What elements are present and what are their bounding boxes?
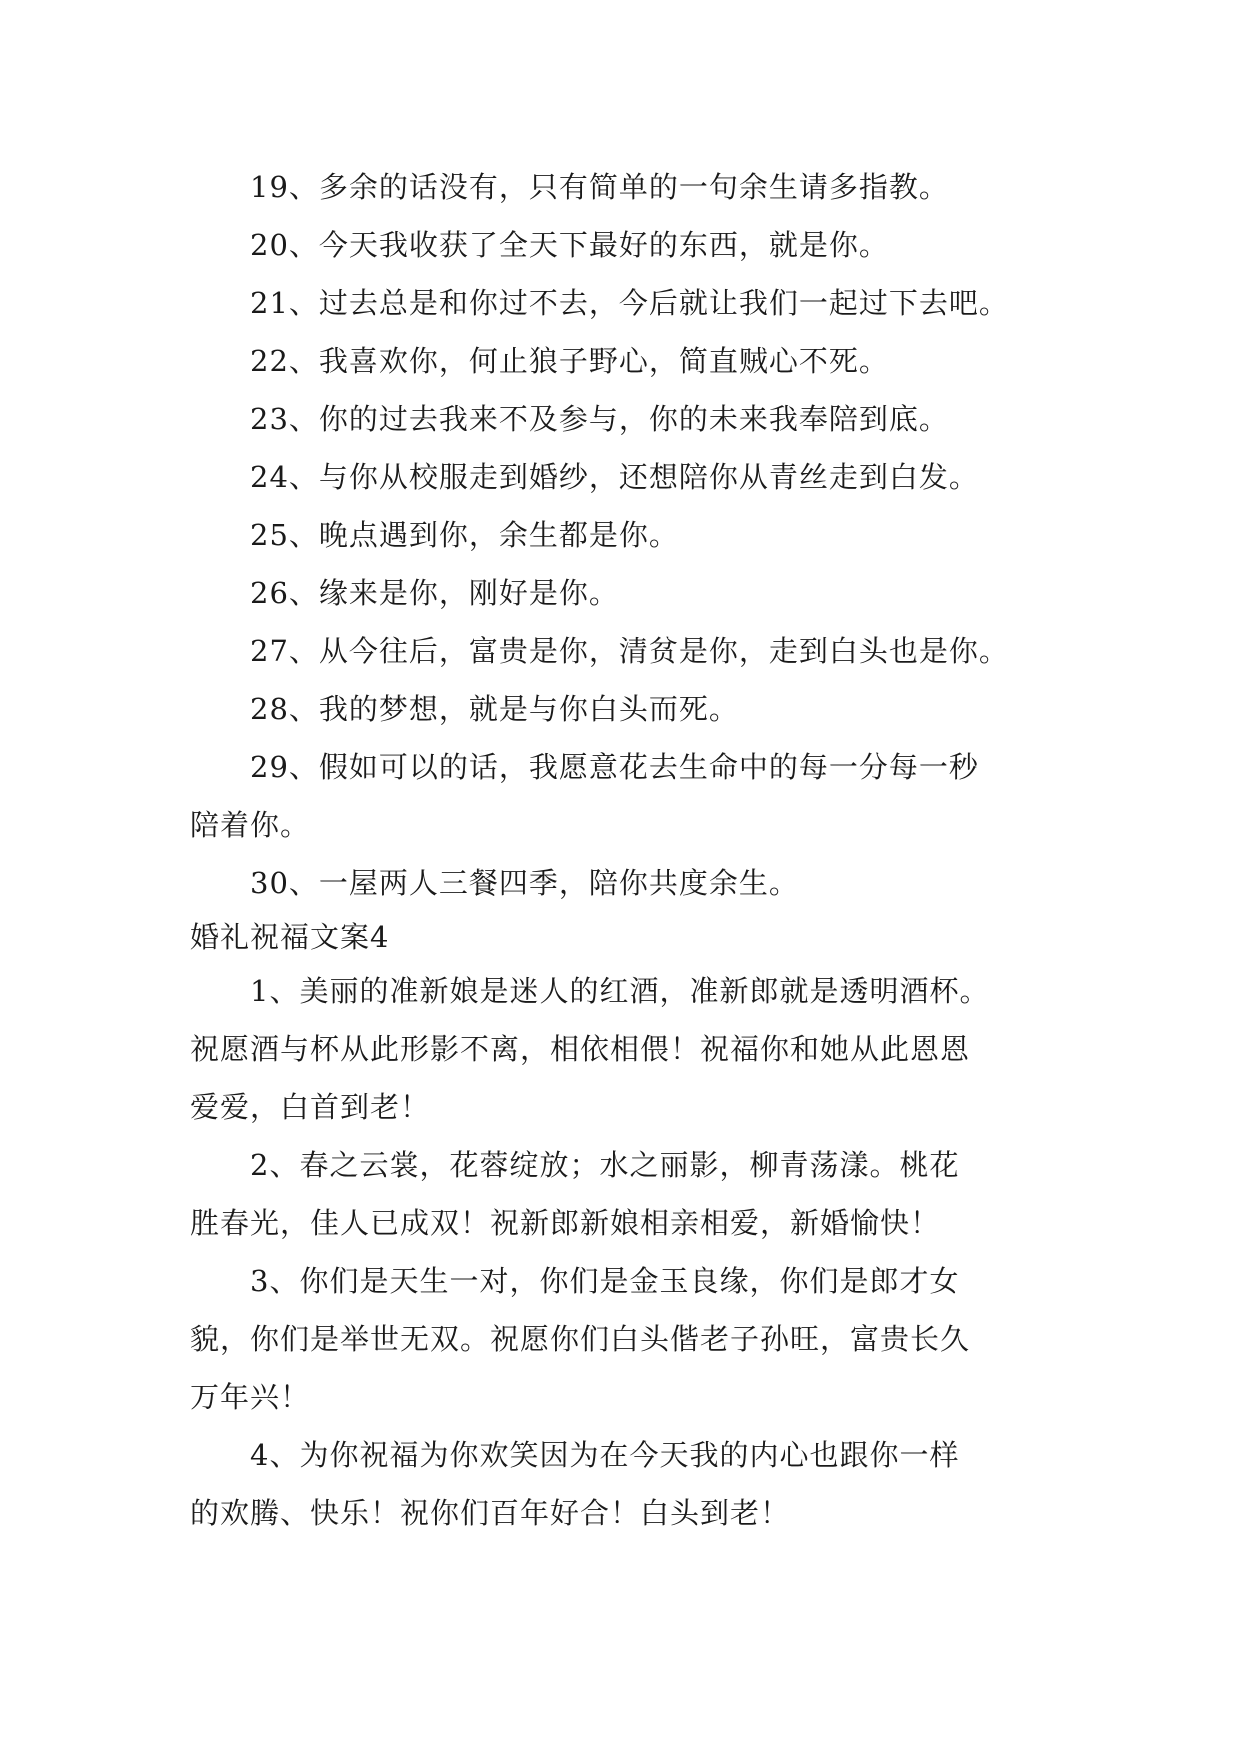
blessing-3-line-2: 貌，你们是举世无双。祝愿你们白头偕老子孙旺，富贵长久: [190, 1322, 971, 1356]
blessing-3-line-1: 3、你们是天生一对，你们是金玉良缘，你们是郎才女: [250, 1264, 960, 1298]
blessing-4: [190, 1426, 1070, 1542]
list-item-19: 19、多余的话没有，只有简单的一句余生请多指教。: [250, 170, 949, 204]
blessing-2-line-2: 胜春光，佳人已成双！祝新郎新娘相亲相爱，新婚愉快！: [190, 1206, 941, 1240]
list-item-26: 26、缘来是你，刚好是你。: [250, 576, 619, 610]
blessing-4-line-1: 4、为你祝福为你欢笑因为在今天我的内心也跟你一样: [250, 1438, 960, 1472]
list-item-23: 23、你的过去我来不及参与，你的未来我奉陪到底。: [250, 402, 949, 436]
blessing-2: [190, 1136, 1070, 1252]
list-item-20: 20、今天我收获了全天下最好的东西，就是你。: [250, 228, 889, 262]
list-item-29-line-2: 陪着你。: [190, 808, 311, 842]
list-item-30: 30、一屋两人三餐四季，陪你共度余生。: [250, 866, 799, 900]
list-item-28: 28、我的梦想，就是与你白头而死。: [250, 692, 739, 726]
list-item-29-line-1: 29、假如可以的话，我愿意花去生命中的每一分每一秒: [250, 750, 979, 784]
section-heading: 婚礼祝福文案4: [190, 920, 390, 954]
list-item-24: 24、与你从校服走到婚纱，还想陪你从青丝走到白发。: [250, 460, 979, 494]
blessing-1-line-3: 爱爱，白首到老！: [190, 1090, 431, 1124]
blessing-1: [190, 962, 1070, 1136]
list-item-25: 25、晚点遇到你，余生都是你。: [250, 518, 679, 552]
blessing-1-line-1: 1、美丽的准新娘是迷人的红酒，准新郎就是透明酒杯。: [250, 974, 990, 1008]
blessing-3-line-3: 万年兴！: [190, 1380, 311, 1414]
document-body: [190, 158, 1070, 1542]
list-item-22: 22、我喜欢你，何止狼子野心，简直贼心不死。: [250, 344, 889, 378]
blessing-3: [190, 1252, 1070, 1426]
blessing-2-line-1: 2、春之云裳，花蓉绽放；水之丽影，柳青荡漾。桃花: [250, 1148, 960, 1182]
blessing-1-line-2: 祝愿酒与杯从此形影不离，相依相偎！祝福你和她从此恩恩: [190, 1032, 971, 1066]
list-item-27: 27、从今往后，富贵是你，清贫是你，走到白头也是你。: [250, 634, 1009, 668]
list-item-21: 21、过去总是和你过不去，今后就让我们一起过下去吧。: [250, 286, 1009, 320]
list-item-29: [190, 738, 1070, 854]
blessing-4-line-2: 的欢腾、快乐！祝你们百年好合！白头到老！: [190, 1496, 791, 1530]
